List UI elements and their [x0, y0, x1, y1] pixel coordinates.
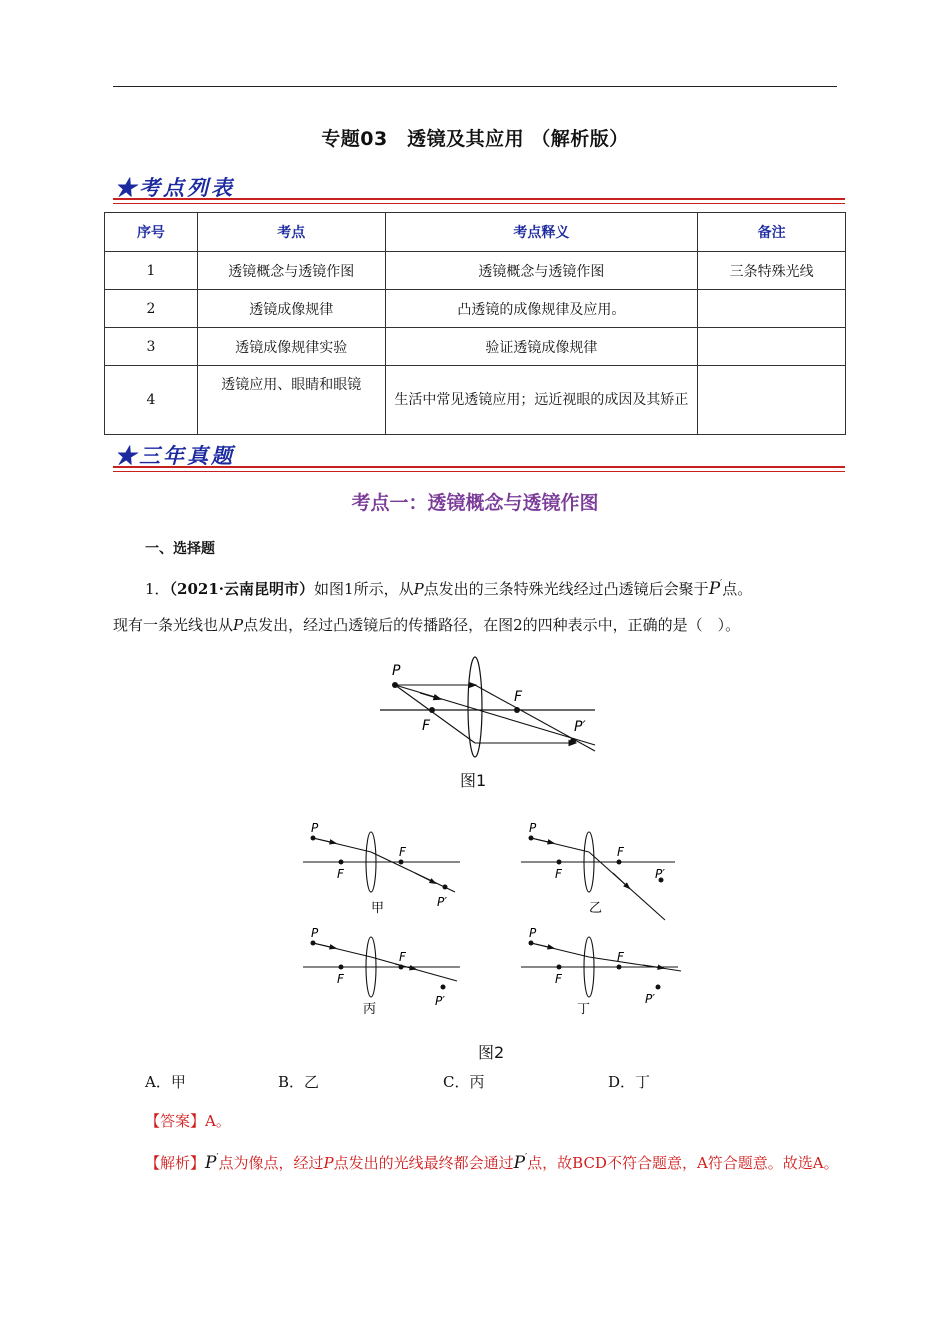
section-rule — [113, 198, 845, 204]
table-cell: 透镜成像规律实验 — [197, 328, 385, 366]
table-cell — [698, 366, 846, 435]
table-header-cell: 备注 — [698, 213, 846, 252]
panel-label: 丙 — [363, 1002, 377, 1017]
label-f: F — [617, 845, 624, 859]
option-c[interactable]: C．丙 — [443, 1073, 485, 1091]
table-header-row — [105, 213, 846, 252]
point-pprime — [570, 738, 576, 744]
table-cell — [698, 290, 846, 328]
table-cell: 透镜成像规律 — [197, 290, 385, 328]
point-pprime-label: P — [205, 1153, 217, 1173]
option-a[interactable]: A．甲 — [145, 1073, 186, 1091]
analysis-tag: 【解析】 — [145, 1154, 206, 1172]
subsection-heading: 一、选择题 — [145, 541, 215, 557]
label-f: F — [422, 718, 431, 734]
question-number: 1． — [145, 580, 170, 598]
table-cell: 4 — [105, 366, 198, 435]
analysis-text-part: 点，故BCD不符合题意，A符合题意。故选A。 — [527, 1154, 839, 1172]
label-pprime: P′ — [435, 994, 445, 1008]
kaodian-table — [104, 212, 846, 435]
focal-point-left — [429, 707, 435, 713]
focal-point-right — [514, 707, 520, 713]
table-cell — [698, 328, 846, 366]
point-p-label: P — [323, 1154, 334, 1172]
table-cell: 凸透镜的成像规律及应用。 — [385, 290, 698, 328]
table-cell: 透镜应用、眼睛和眼镜 — [197, 366, 385, 435]
figure-1-diagram — [370, 655, 610, 765]
question-text: 1．（2021·云南昆明市）如图1所示，从P点发出的三条特殊光线经过凸透镜后会聚于P′点。 现有一条光线也从P点发出，经过凸透镜后的传播路径，在图2的四种表示中，正确的是（ ）。 — [113, 579, 753, 634]
panel-yi — [521, 821, 675, 920]
label-f: F — [399, 950, 406, 964]
label-f: F — [399, 845, 406, 859]
table-cell: 透镜概念与透镜作图 — [197, 252, 385, 290]
label-p: P — [529, 926, 537, 940]
panel-label: 甲 — [371, 901, 385, 916]
analysis-text: 【解析】P′点为像点，经过P点发出的光线最终都会通过P′点，故BCD不符合题意，A符合题意。故选A。 — [113, 1140, 843, 1181]
table-cell: 2 — [105, 290, 198, 328]
arrow — [420, 693, 440, 699]
panel-jia — [303, 821, 460, 916]
panel-label: 乙 — [589, 901, 603, 916]
table-row — [105, 252, 846, 290]
label-p: P — [311, 821, 319, 835]
ray-refracted — [475, 685, 595, 751]
table-cell: 生活中常见透镜应用；远近视眼的成因及其矫正 — [385, 366, 698, 435]
table-cell: 3 — [105, 328, 198, 366]
panel-label: 丁 — [577, 1002, 591, 1017]
table-row — [105, 328, 846, 366]
point-pprime-label: P — [513, 1153, 526, 1173]
kaodian-one-title: 考点一：透镜概念与透镜作图 — [351, 492, 599, 514]
label-f: F — [555, 867, 562, 881]
top-rule — [113, 86, 837, 87]
table-header-cell: 考点释义 — [385, 213, 698, 252]
figure-1-caption: 图1 — [460, 771, 487, 790]
question-text-part: 如图1所示，从 — [314, 580, 414, 598]
point-p — [392, 682, 398, 688]
question-text-part: 点。 — [722, 580, 753, 598]
analysis-text-part: 点发出的光线最终都会通过 — [333, 1154, 514, 1172]
answer-text: 【答案】A。 — [145, 1112, 231, 1130]
ray-focal — [395, 685, 475, 743]
section-heading-kaodian: ★考点列表 — [115, 175, 235, 200]
question-text-part: 点发出，经过凸透镜后的传播路径，在图2的四种表示中，正确的是（ ）。 — [243, 616, 741, 634]
label-f: F — [337, 867, 344, 881]
label-p: P — [529, 821, 537, 835]
label-f: F — [514, 689, 523, 705]
label-pprime: P′ — [645, 992, 655, 1006]
label-f: F — [337, 972, 344, 986]
question-text-part: 现有一条光线也从 — [113, 616, 234, 634]
option-b[interactable]: B．乙 — [278, 1073, 320, 1091]
label-pprime: P′ — [655, 867, 665, 881]
table-header-cell: 序号 — [105, 213, 198, 252]
figure-2-caption: 图2 — [478, 1043, 505, 1062]
label-p: P — [311, 926, 319, 940]
table-cell: 验证透镜成像规律 — [385, 328, 698, 366]
label-p: P — [392, 663, 401, 679]
point-p-label: P — [233, 616, 244, 634]
table-row — [105, 290, 846, 328]
section-heading-sannian: ★三年真题 — [115, 443, 235, 468]
table-cell: 1 — [105, 252, 198, 290]
label-f: F — [555, 972, 562, 986]
label-pprime: P′ — [574, 719, 586, 735]
table-header-cell: 考点 — [197, 213, 385, 252]
table-cell: 三条特殊光线 — [698, 252, 846, 290]
label-pprime: P′ — [437, 895, 447, 909]
option-d[interactable]: D．丁 — [608, 1073, 651, 1091]
section-rule — [113, 466, 845, 472]
question-text-part: 点发出的三条特殊光线经过凸透镜后会聚于 — [423, 580, 709, 598]
point-pprime-label: P — [708, 579, 721, 599]
panel-bing — [303, 926, 460, 1017]
figure-2-diagram — [295, 820, 695, 1020]
question-source: （2021·云南昆明市） — [169, 580, 315, 598]
table-row — [105, 366, 846, 435]
panel-ding — [521, 926, 681, 1017]
label-f: F — [617, 950, 624, 964]
document-title: 专题03 透镜及其应用 （解析版） — [321, 128, 629, 150]
point-p-label: P — [413, 580, 424, 598]
analysis-text-part: 点为像点，经过 — [218, 1154, 324, 1172]
table-cell: 透镜概念与透镜作图 — [385, 252, 698, 290]
